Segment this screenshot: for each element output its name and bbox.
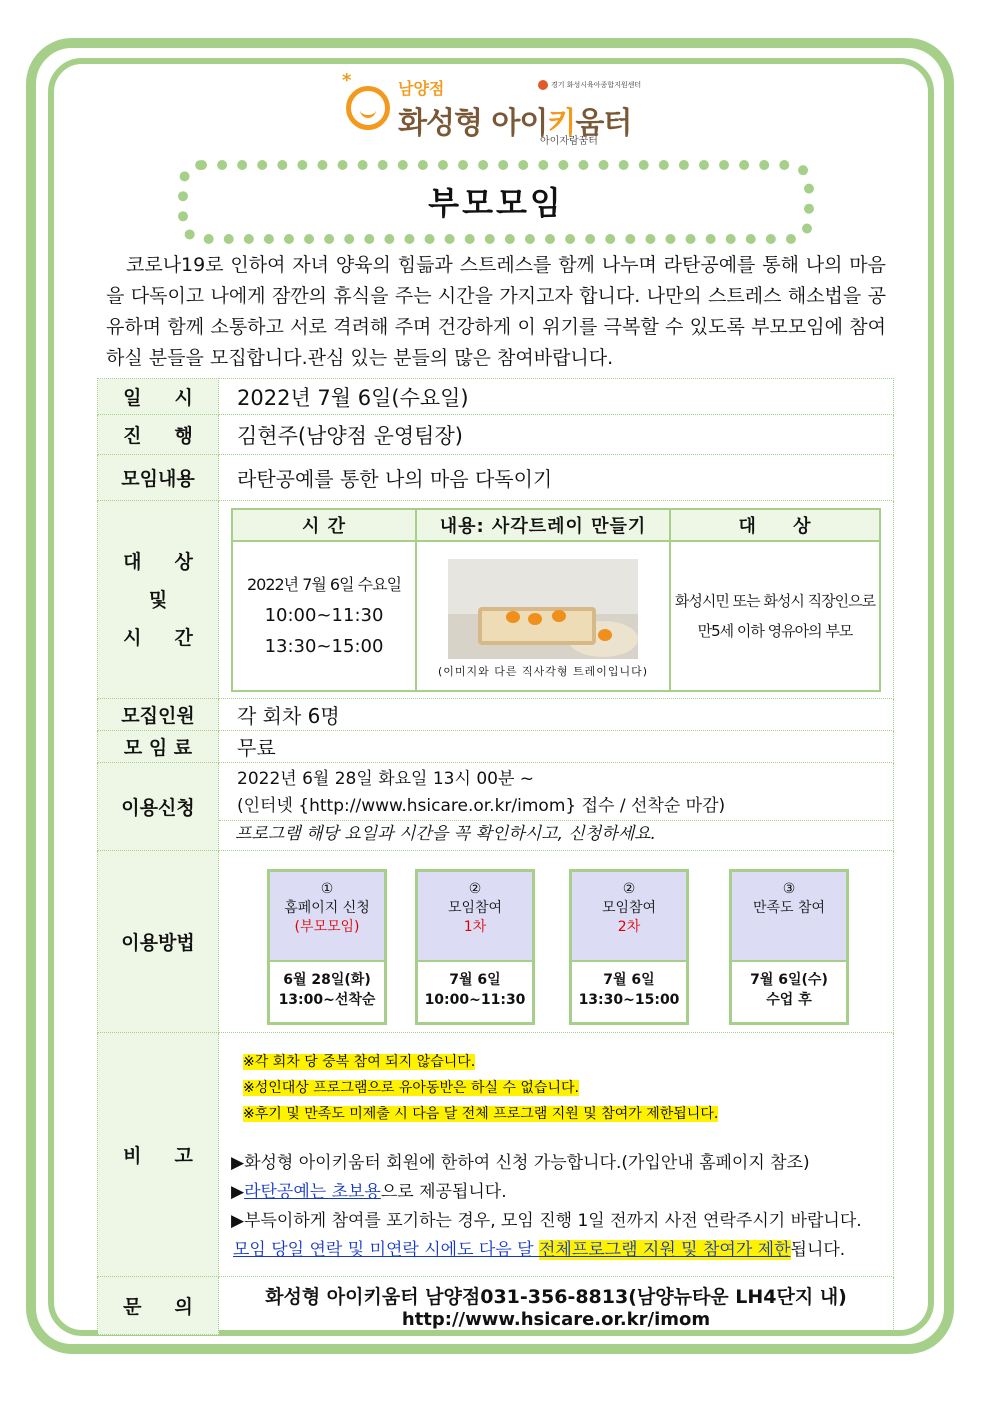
- value-recruit: 각 회차 6명: [219, 699, 894, 731]
- note-2: ※성인대상 프로그램으로 유아동반은 하실 수 없습니다.: [243, 1080, 579, 1096]
- contact-url[interactable]: http://www.hsicare.or.kr/imom: [401, 1308, 711, 1330]
- step-3-num: ②: [622, 880, 636, 897]
- method-cell: [219, 851, 894, 1033]
- step-1-label: 홈페이지 신청: [284, 899, 370, 916]
- schedule-cell: [219, 501, 894, 699]
- apply-line3: 프로그램 해당 요일과 시간을 꼭 확인하시고, 신청하세요.: [219, 820, 893, 848]
- remark-4: 모임 당일 연락 및 미연락 시에도 다음 달 전체프로그램 지원 및 참여가 제한됩니다.: [233, 1240, 846, 1260]
- label-content: 모임내용: [98, 455, 219, 501]
- step-2-sub: 1차: [463, 918, 487, 935]
- step-3: [569, 869, 689, 1025]
- contact-cell: [219, 1277, 894, 1335]
- star-icon: *: [342, 70, 352, 91]
- label-method: 이용방법: [98, 851, 219, 1033]
- label-contact: 문 의: [98, 1277, 219, 1335]
- value-content: 라탄공예를 통한 나의 마음 다독이기: [219, 455, 894, 501]
- step-2: [415, 869, 535, 1025]
- logo-branch: 남양점: [398, 79, 445, 98]
- logo-name: 화성형 아이키움터: [398, 106, 632, 141]
- apply-line1: 2022년 6월 28일 화요일 13시 00분 ~: [237, 768, 535, 789]
- info-table: [97, 378, 894, 1335]
- label-apply: 이용신청: [98, 763, 219, 851]
- remark-2-link: 라탄공예는 초보용: [244, 1182, 381, 1202]
- remark-1: ▶화성형 아이키움터 회원에 한하여 신청 가능합니다.(가입안내 홈페이지 참조): [231, 1153, 810, 1173]
- value-host: 김현주(남양점 운영팀장): [219, 415, 894, 455]
- logo-org: 경기 화성시육아종합지원센터: [538, 80, 641, 90]
- schedule-header-time: 시 간: [232, 509, 416, 541]
- contact-line1: 화성형 아이키움터 남양점031-356-8813(남양뉴타운 LH4단지 내): [265, 1285, 847, 1308]
- remark-2: ▶라탄공예는 초보용으로 제공됩니다.: [231, 1182, 507, 1202]
- label-target-line3: 시 간: [123, 626, 193, 649]
- page-title: 부모모임: [428, 184, 564, 222]
- schedule-table: [231, 508, 881, 692]
- intro-paragraph: 코로나19로 인하여 자녀 양육의 힘듦과 스트레스를 함께 나누며 라탄공예를 통해 나의 마음을 다독이고 나에게 잠깐의 휴식을 주는 시간을 가지고자 합니다. 나만의 스트레스 해소법을 공유하며 함께 소통하고 서로 격려해 주며 건강하게 이 위기를 극복할 수 있도록 부모모임에 참여하실 분들을 모집합니다.관심 있는 분들의 많은 참여바랍니다.: [106, 254, 886, 369]
- remarks-cell: [219, 1033, 894, 1277]
- schedule-time-date: 2022년 7월 6일 수요일: [246, 575, 402, 594]
- schedule-time-2: 13:30~15:00: [264, 636, 384, 657]
- value-date: 2022년 7월 6일(수요일): [219, 379, 894, 415]
- apply-line2: (인터넷 {http://www.hsicare.or.kr/imom} 접수 / 선착순 마감): [237, 795, 726, 816]
- label-target-line1: 대 상: [123, 550, 193, 573]
- label-fee: 모 임 료: [98, 731, 219, 763]
- schedule-target: [670, 541, 880, 691]
- step-4-label: 만족도 참여: [752, 899, 826, 916]
- logo: [340, 68, 660, 148]
- steps-row: [219, 857, 893, 1027]
- step-2-label: 모임참여: [447, 899, 503, 916]
- remark-3: ▶부득이하게 참여를 포기하는 경우, 모임 진행 1일 전까지 사전 연락주시기 바랍니다.: [231, 1211, 862, 1231]
- logo-sub: 아이자람꿈터: [540, 136, 598, 147]
- note-3: ※후기 및 만족도 미제출 시 다음 달 전체 프로그램 지원 및 참여가 제한됩니다.: [243, 1106, 719, 1122]
- label-target-line2: 및: [148, 588, 168, 611]
- step-1-time: 13:00~선착순: [278, 991, 376, 1008]
- schedule-target-1: 화성시민 또는 화성시 직장인으로: [674, 591, 876, 610]
- schedule-content: [416, 541, 670, 691]
- step-1-num: ①: [320, 880, 334, 897]
- org-icon: [538, 80, 548, 90]
- label-host: 진 행: [98, 415, 219, 455]
- schedule-target-2: 만5세 이하 영유아의 부모: [697, 621, 853, 640]
- step-3-date: 7월 6일: [603, 971, 655, 988]
- step-2-num: ②: [468, 880, 482, 897]
- photo-caption: (이미지와 다른 직사각형 트레이입니다): [437, 664, 649, 678]
- schedule-header-target: 대 상: [670, 509, 880, 541]
- step-2-time: 10:00~11:30: [424, 991, 526, 1008]
- value-fee: 무료: [219, 731, 894, 763]
- step-4-num: ③: [782, 880, 796, 897]
- apply-cell: [219, 763, 894, 851]
- label-remarks: 비 고: [98, 1033, 219, 1277]
- step-2-date: 7월 6일: [449, 971, 501, 988]
- step-1-date: 6월 28일(화): [283, 971, 371, 988]
- label-recruit: 모집인원: [98, 699, 219, 731]
- rattan-tray-photo: [448, 559, 638, 659]
- remark-4-b: 전체프로그램 지원 및 참여가 제한: [538, 1240, 791, 1260]
- step-4: [729, 869, 849, 1025]
- schedule-time: [232, 541, 416, 691]
- step-3-sub: 2차: [617, 918, 641, 935]
- step-3-time: 13:30~15:00: [578, 991, 680, 1008]
- step-3-label: 모임참여: [601, 899, 657, 916]
- label-date: 일 시: [98, 379, 219, 415]
- label-target-time: [98, 501, 219, 699]
- step-4-date: 7월 6일(수): [750, 971, 828, 988]
- step-1: [267, 869, 387, 1025]
- step-1-sub: (부모모임): [294, 918, 360, 935]
- step-4-time: 수업 후: [766, 991, 812, 1008]
- schedule-time-1: 10:00~11:30: [264, 605, 384, 626]
- note-1: ※각 회차 당 중복 참여 되지 않습니다.: [243, 1054, 476, 1070]
- schedule-header-content: 내용: 사각트레이 만들기: [416, 509, 670, 541]
- remark-4-a: 모임 당일 연락 및 미연락 시에도 다음 달: [233, 1240, 539, 1260]
- smiling-face-icon: [346, 86, 390, 130]
